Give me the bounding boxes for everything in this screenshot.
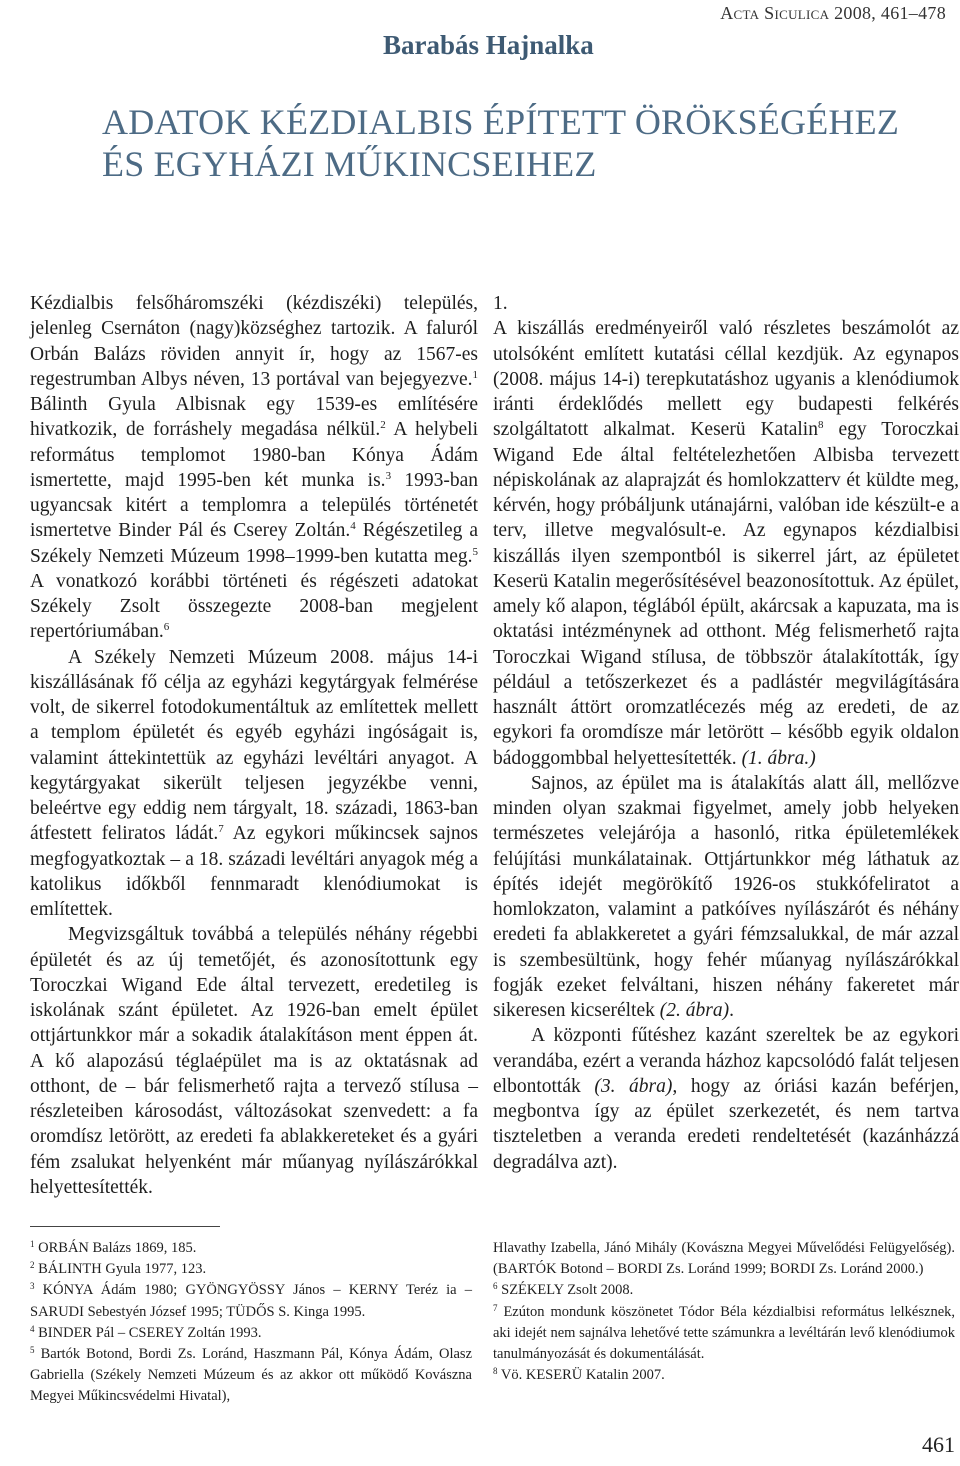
footnote-number: 5 (30, 1345, 35, 1356)
footnote (30, 1259, 472, 1280)
footnote (30, 1280, 472, 1322)
footnote-number: 4 (30, 1323, 35, 1334)
text-run: Bálinth Gyula Albisnak egy 1539-es említésére hivatkozik, de forráshely megadása nélkül. (30, 394, 478, 441)
footnote-text: Bartók Botond, Bordi Zs. Loránd, Haszmann Pál, Kónya Ádám, Olasz Gabriella (Székely Nemzeti Múzeum és az akkor ott működő Kovászna Megyei Műkincsvédelmi Hivatal), (30, 1346, 473, 1405)
page-number: 461 (922, 1432, 955, 1457)
footnote-text: Ezúton mondunk köszönetet Tódor Béla kézdialbisi református lelkésznek, aki idejét nem sajnálva lehetővé tette számunkra a levéltárán levő klenódiumok tanulmányozását és dokumentálását. (493, 1303, 956, 1363)
footnote-divider (30, 1226, 220, 1227)
text-run: A helybeli református templomot 1980-ban Kónya Ádám ismertette, majd 1995-ben két munka is. (30, 419, 478, 491)
footnote-number: 6 (493, 1281, 498, 1292)
paragraph (30, 291, 478, 645)
footnote-number: 2 (30, 1260, 35, 1271)
paragraph: Megvizsgáltuk továbbá a település néhány régebbi épületét és az új temetőjét, és azonosítottunk egy Toroczkai Wigand Ede által tervezett, eredetileg is iskolának szánt épületet. Az 1926-ban emelt épület ottjártunkkor már a sokadik átalakításon ment éppen át. A kő alapozású téglaépület ma is az oktatásnak ad otthont, de – bár felismerhető rajta a tervező stílusa – részleteiben károsodást, változásokat szenvedett: a fa oromdísz letörött, az eredeti fa ablakkereteket és a gyári fém zsalukat helyenként már műanyag nyílászárókkal helyettesítették. (30, 924, 478, 1198)
text-run: Az egykori műkincsek sajnos megfogyatkoztak – a 18. századi levéltári anyagok még a katolikus időkből fennmaradt klenódiumokat is említettek. (30, 823, 478, 920)
text-run: egy Toroczkai Wigand Ede által feltételezhetően Albisba tervezett népiskolának az alaprajzát és homlokzatterv ét küldte meg, kérvén, hogy próbáljunk utánajárni, valóban ide készült-e a terv, illetve megvalósult-e. Az egynapos kézdialbisi kiszállás ilyen szempontból is sikerrel járt, az épületet Keserü Katalin megerősítésével beazonosítottuk. Az épület, amely kő alapon, téglából épült, akárcsak a kapuzata, ma is oktatási intézménynek ad otthont. Még felismerhető rajta Toroczkai Wigand stílusa, de többször átalakították, így például a tetőszerkezet és a padlástér megvilágítására használt áttört oromzatlécezés még az eredeti, de az egykori fa oromdísze már letörött – később egyik oldalon bádoggombbal helyettesítették. (493, 419, 959, 769)
footnote-continuation: Hlavathy Izabella, Jánó Mihály (Kovászna Megyei Művelődési Felügyelőség). (BARTÓK Botond – BORDI Zs. Loránd 1999; BORDI Zs. Loránd 2000.) (493, 1240, 955, 1278)
left-column (30, 291, 478, 1200)
footnote-ref[interactable]: 8 (817, 419, 824, 432)
footnote (30, 1238, 472, 1259)
footnote-ref[interactable]: 4 (350, 520, 356, 533)
text-run: A Székely Nemzeti Múzeum 2008. május 14-i kiszállásának fő célja az egyházi kegytárgyak felmérése volt, de sikerrel fotodokumentáltuk az említettek mellett a templom épületét és egyéb egyházi ingóságait is, valamint áttekintettük az egyházi levéltári anyagot. A kegytárgyakat sikerült teljesen jegyzékbe venni, beleértve egy eddig nem tárgyalt, 18. századi, 1863-ban átfestett feliratos ládát. (30, 646, 478, 845)
text-run: . (729, 1000, 734, 1021)
footnote (493, 1302, 955, 1366)
paragraph (493, 316, 959, 771)
figure-ref[interactable]: (1. ábra.) (741, 747, 816, 769)
footnote-ref[interactable]: 3 (385, 469, 392, 482)
right-column (493, 291, 959, 1175)
footnote (30, 1323, 472, 1344)
footnote-number: 1 (30, 1239, 35, 1249)
text-run: hogy az óriási kazán beférjen, megbontva így az épület szerkezetét, és nem tartva tiszteletben a veranda eredeti rendeltetését (kazánházzá degradálva azt). (493, 1075, 960, 1173)
paragraph (493, 771, 959, 1024)
footnotes-right (493, 1238, 955, 1386)
title-line-1: ADATOK KÉZDIALBIS ÉPÍTETT ÖRÖKSÉGÉHEZ (102, 102, 900, 142)
figure-ref[interactable]: (3. ábra), (594, 1075, 678, 1097)
footnote-text: KÓNYA Ádám 1980; GYÖNGYÖSSY János – KERNY Teréz ia – SARUDI Sebestyén József 1995; TÜDŐS S. Kinga 1995. (30, 1282, 472, 1320)
footnote-text: BINDER Pál – CSEREY Zoltán 1993. (38, 1324, 262, 1341)
text-run: 1993-ban ugyancsak kitért a templomra a település történetét ismertetve Binder Pál és Cserey Zoltán. (30, 469, 478, 542)
section-heading: 1. (493, 293, 508, 314)
journal-year-pages: 2008, 461–478 (829, 3, 946, 23)
footnote-number: 7 (493, 1302, 498, 1313)
footnote-text: ORBÁN Balázs 1869, 185. (38, 1240, 197, 1256)
footnote-number: 3 (30, 1281, 35, 1292)
title-line-2: ÉS EGYHÁZI MŰKINCSEIHEZ (102, 144, 597, 184)
journal-name: Acta Siculica (720, 3, 830, 23)
footnote-text: Vö. KESERÜ Katalin 2007. (500, 1367, 665, 1384)
text-run: A kiszállás eredményeiről való részletes beszámolót az utolsóként említett kutatási céllal kezdjük. Az egynapos (2008. május 14-i) terepkutatáshoz ugyanis a klenódiumok iránti érdeklődés mellett egy budapesti felkérés szolgáltatott alkalmat. Keserü Katalin (493, 318, 959, 441)
text-run: Kézdialbis felsőháromszéki (kézdiszéki) település, jelenleg Csernáton (nagy)községhez tartozik. A faluról Orbán Balázs röviden annyit ír, hogy az 1567-es regestrumban Albys néven, 13 portával van bejegyezve. (30, 293, 478, 390)
footnote-ref[interactable]: 2 (380, 419, 386, 432)
footnotes-left (30, 1238, 472, 1408)
footnote-ref[interactable]: 7 (218, 823, 224, 836)
author-name: Barabás Hajnalka (383, 30, 594, 60)
footnote-ref[interactable]: 5 (472, 545, 478, 558)
paragraph (30, 645, 478, 923)
text-run: Sajnos, az épület ma is átalakítás alatt áll, mellőzve minden olyan szakmai figyelmet, amely jobb helyeken természetes velejárója a hasonló, ritka épületemlékek felújítási munkálatainak. Ottjártunkkor még láthatuk az építés idejét megörökítő 1926-os stukkófeliratot a homlokzaton, valamint a patkóíves nyílászárót és néhány eredeti fa ablakkeretet a gyári fémzsalukkal, de már azzal is szembesültünk, hogy fehér műanyag nyílászárókkal fogják ezeket felváltani, hiszen néhány fakeretet már sikeresen kicseréltek (493, 772, 959, 1021)
text-run: A központi fűtéshez kazánt szereltek be az egykori verandába, ezért a veranda házhoz kapcsolódó falát teljesen elbontották (493, 1025, 959, 1097)
figure-ref[interactable]: (2. ábra) (659, 1000, 730, 1021)
footnote-number: 8 (493, 1366, 498, 1377)
footnote (493, 1280, 955, 1301)
footnote (30, 1344, 472, 1408)
footnote-text: BÁLINTH Gyula 1977, 123. (38, 1261, 207, 1278)
paragraph (493, 1023, 959, 1175)
footnote-ref[interactable]: 1 (472, 368, 478, 381)
footnote-ref[interactable]: 6 (163, 621, 170, 634)
footnote-text: SZÉKELY Zsolt 2008. (501, 1282, 634, 1299)
text-run: A vonatkozó korábbi történeti és régészeti adatokat Székely Zsolt összegezte 2008-ban megjelent repertóriumában. (30, 570, 478, 643)
article-title (102, 101, 902, 185)
text-run: Régészetileg a Székely Nemzeti Múzeum 1998–1999-ben kutatta meg. (30, 520, 478, 567)
running-header (720, 3, 946, 24)
footnote (493, 1365, 955, 1386)
